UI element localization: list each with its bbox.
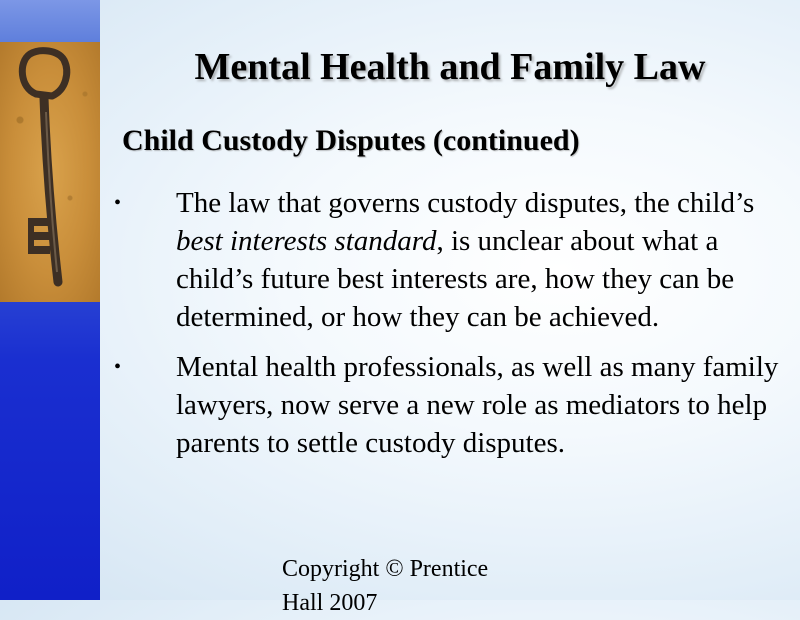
- bullet-text-part: , is unclear about what a child’s future best interests are, how they can be determined, or how they can be achieved.: [176, 225, 735, 333]
- bullet-list: [110, 184, 790, 474]
- bullet-glyph: •: [114, 356, 122, 378]
- key-photo: [0, 42, 100, 302]
- bullet-glyph: •: [114, 192, 122, 214]
- bullet-item-best-interests: [110, 184, 790, 336]
- bullet-text-part: The law that governs custody disputes, the child’s: [176, 187, 755, 219]
- copyright-footer: Copyright © Prentice Hall 2007: [282, 556, 489, 616]
- skeleton-key-icon: [0, 42, 100, 302]
- slide-subtitle: Child Custody Disputes (continued): [122, 124, 580, 157]
- bullet-text: Mental health professionals, as well as many family lawyers, now serve a new role as mediators to help parents to settle custody disputes.: [176, 351, 779, 459]
- slide-title: Mental Health and Family Law: [194, 46, 706, 88]
- bullet-item-mediators: [110, 348, 790, 462]
- left-bar-top-band: [0, 0, 100, 42]
- bullet-emphasis: best interests standard: [176, 225, 437, 257]
